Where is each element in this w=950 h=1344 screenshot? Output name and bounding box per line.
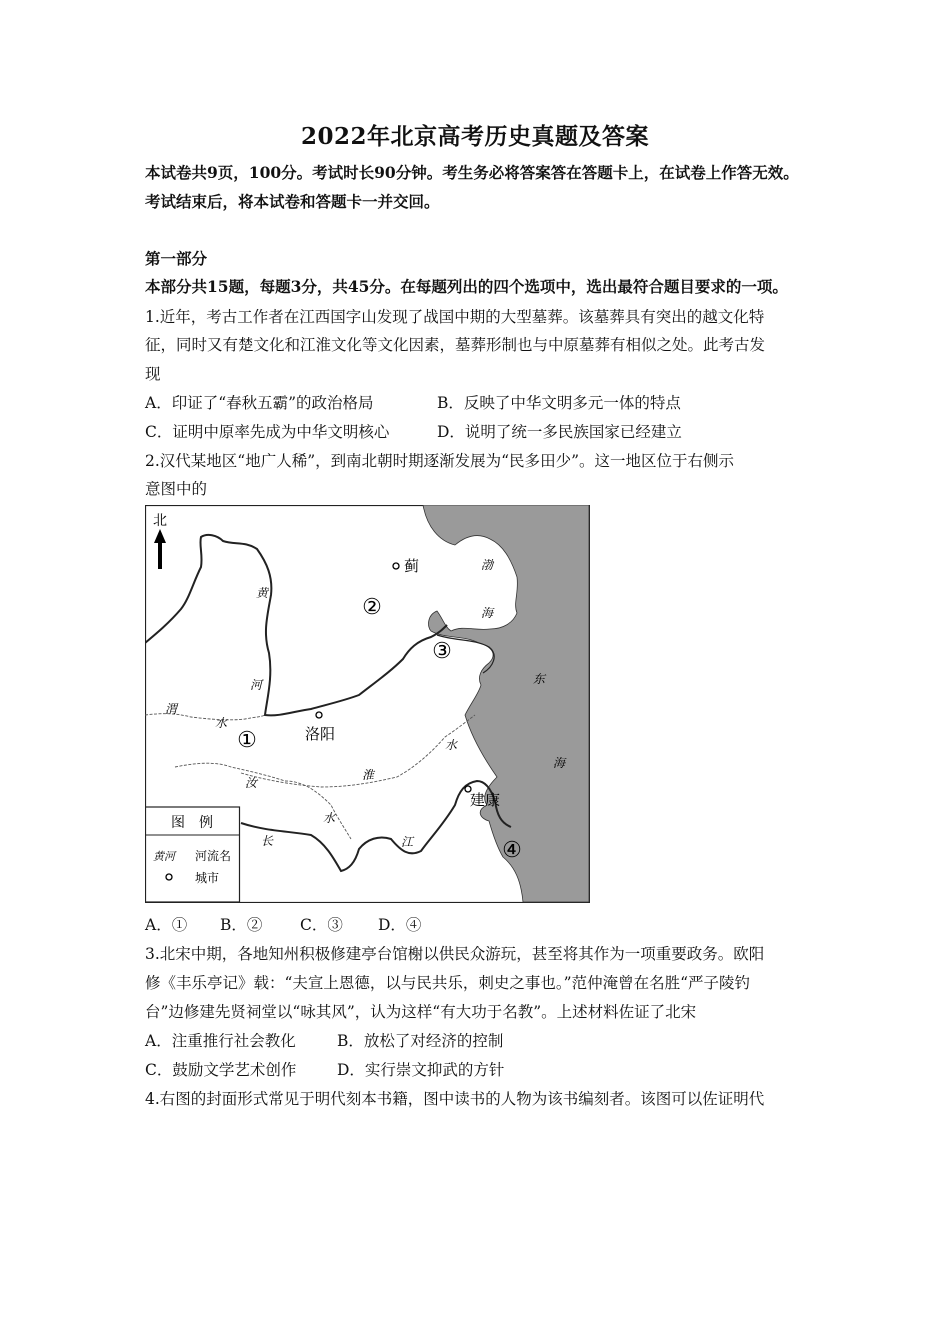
intro-line-1: 本试卷共9页，100分。考试时长90分钟。考生务必将答案答在答题卡上，在试卷上作答无效。 [145, 163, 799, 182]
river-label-huang: 黄 [256, 586, 269, 600]
region-marker-2: ② [362, 595, 382, 620]
map-figure [145, 505, 590, 903]
q3-option-b[interactable]: B．放松了对经济的控制 [337, 1032, 504, 1050]
legend-city-icon [166, 874, 172, 880]
q3-line-1: 3.北宋中期，各地知州积极修建亭台馆榭以供民众游玩，甚至将其作为一项重要政务。欧阳 [145, 945, 765, 963]
q1-line-3: 现 [145, 365, 161, 383]
legend-river-label: 河流名 [195, 849, 232, 863]
q1-option-c[interactable]: C．证明中原率先成为中华文明核心 [145, 423, 390, 441]
river-label-chang: 长 [261, 834, 274, 848]
city-label-luoyang: 洛阳 [305, 725, 336, 743]
river-label-wei-shui: 水 [215, 716, 228, 730]
region-marker-1: ① [237, 728, 257, 753]
sea-label-hai2: 海 [553, 756, 566, 770]
part-heading: 第一部分 [145, 249, 208, 268]
q1-line-1: 1.近年，考古工作者在江西国字山发现了战国中期的大型墓葬。该墓葬具有突出的越文化特 [145, 308, 765, 326]
part-instruction: 本部分共15题，每题3分，共45分。在每题列出的四个选项中，选出最符合题目要求的一项。 [145, 277, 788, 296]
river-label-jiang: 江 [401, 835, 414, 849]
q2-option-c[interactable]: C．③ [300, 916, 343, 934]
intro-line-2: 考试结束后，将本试卷和答题卡一并交回。 [145, 192, 440, 211]
city-dot-ji [393, 563, 399, 569]
q3-option-d[interactable]: D．实行崇文抑武的方针 [337, 1061, 505, 1079]
q2-line-1: 2.汉代某地区“地广人稀”，到南北朝时期逐渐发展为“民多田少”。这一地区位于右侧示 [145, 452, 734, 470]
q3-option-a[interactable]: A．注重推行社会教化 [145, 1032, 296, 1050]
sea-label-bo: 渤 [481, 558, 494, 572]
q3-line-3: 台”边修建先贤祠堂以“咏其风”，认为这样“有大功于名教”。上述材料佐证了北宋 [145, 1003, 697, 1021]
legend-title: 图 例 [171, 815, 213, 831]
q2-option-b[interactable]: B．② [220, 916, 263, 934]
q2-line-2: 意图中的 [145, 480, 208, 498]
q1-option-a[interactable]: A．印证了“春秋五霸”的政治格局 [145, 394, 374, 412]
river-label-huai: 淮 [362, 768, 375, 782]
q2-option-d[interactable]: D．④ [378, 916, 422, 934]
city-label-ji: 蓟 [404, 557, 420, 575]
q1-line-2: 征，同时又有楚文化和江淮文化等文化因素，墓葬形制也与中原墓葬有相似之处。此考古发 [145, 336, 766, 354]
river-label-ru-shui: 水 [323, 811, 336, 825]
legend-river-sample: 黄河 [153, 850, 175, 863]
sea-label-hai1: 海 [481, 606, 494, 620]
city-dot-luoyang [316, 712, 322, 718]
river-label-wei: 渭 [165, 702, 178, 716]
sea-label-dong: 东 [533, 672, 546, 686]
q1-option-b[interactable]: B．反映了中华文明多元一体的特点 [437, 394, 681, 412]
river-label-he: 河 [250, 678, 263, 692]
q4-line-1: 4.右图的封面形式常见于明代刻本书籍，图中读书的人物为该书编刻者。该图可以佐证明代 [145, 1090, 765, 1108]
q3-line-2: 修《丰乐亭记》载：“夫宣上恩德，以与民共乐，刺史之事也。”范仲淹曾在名胜“严子陵钓 [145, 974, 751, 992]
q1-option-d[interactable]: D．说明了统一多民族国家已经建立 [437, 423, 682, 441]
city-label-jiankang: 建康 [470, 791, 501, 809]
region-marker-4: ④ [502, 838, 522, 863]
region-marker-3: ③ [432, 639, 452, 664]
page-title: 2022年北京高考历史真题及答案 [300, 123, 649, 150]
river-label-ru: 汝 [245, 776, 258, 790]
q2-option-a[interactable]: A．① [145, 916, 188, 934]
north-label: 北 [153, 513, 167, 529]
river-label-huai-shui: 水 [445, 738, 458, 752]
legend-city-label: 城市 [195, 871, 220, 885]
q3-option-c[interactable]: C．鼓励文学艺术创作 [145, 1061, 297, 1079]
